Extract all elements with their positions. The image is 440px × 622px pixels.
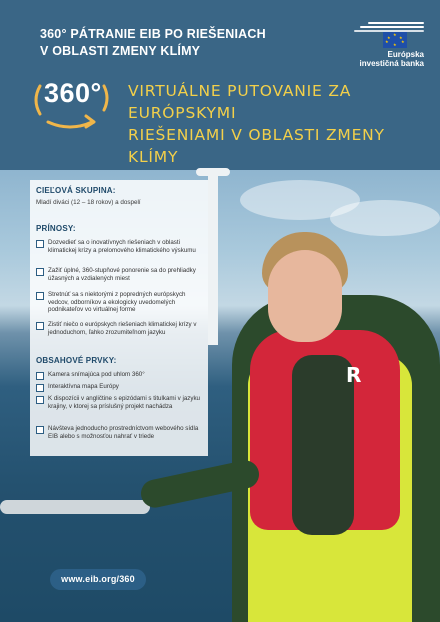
checkbox-icon [36,292,44,300]
checkbox-icon [36,384,44,392]
emblem-360-text: 360° [44,78,102,108]
pretitle [40,26,300,60]
checkbox-icon [36,240,44,248]
person-face [268,250,342,342]
info-panel: CIEĽOVÁ SKUPINA: Mladí diváci (12 – 18 rokov) a dospelí PRÍNOSY: Dozvedieť sa o inovatívnych riešeniach v oblasti klimatickej krízy a prelomového klimatického výskumu Zažiť úplné, 360-stupňové ponorenie sa do prehliadky úžasných a vzdialených miest Stretnúť sa s niektorými z popredných európskych vedcov, odborníkov a ekologicky uvedomelých podnikateľov vo virtuálnej forme Zistiť niečo o európskych riešeniach klimatickej krízy v jednoduchom, ľahko zrozumiteľnom jazyku OBSAHOVÉ PRVKY: Kamera snímajúca pod uhlom 360° Interaktívna mapa Európy K dispozícii v angličtine s epizódami s titulkami v jazyku krajiny, v ktorej sa príslušný projekt nachádza Návšteva jednoducho prostredníctvom webového sídla EIB alebo s možnosťou nahrať v triede [30,180,208,456]
pretitle-line-1: 360° PÁTRANIE EIB PO RIEŠENIACH [40,27,266,41]
eib-logo [352,18,424,68]
audience-text: Mladí diváci (12 – 18 rokov) a dospelí [36,199,141,206]
pretitle-line-2: V OBLASTI ZMENY KLÍMY [40,44,201,58]
content-heading: OBSAHOVÉ PRVKY: [36,356,117,365]
checkbox-icon [36,372,44,380]
main-title [128,80,428,168]
main-title-line-2: RIEŠENIAMI V OBLASTI ZMENY KLÍMY [128,126,385,166]
boat-railing [0,500,150,514]
checkbox-icon [36,396,44,404]
checkbox-icon [36,268,44,276]
checkbox-icon [36,322,44,330]
vest-logo: R [346,363,362,387]
header-band [0,0,440,170]
wind-turbine [208,170,218,345]
eib-logo-name: Európska investičná banka [359,50,424,68]
audience-heading: CIEĽOVÁ SKUPINA: [36,186,116,195]
checkbox-icon [36,426,44,434]
emblem-360 [30,76,112,132]
eu-flag-icon: ★ ★ ★ ★ ★ ★ [383,32,407,48]
benefits-heading: PRÍNOSY: [36,224,76,233]
main-title-line-1: VIRTUÁLNE PUTOVANIE ZA EURÓPSKYMI [128,82,352,122]
website-link[interactable]: www.eib.org/360 [50,569,146,590]
